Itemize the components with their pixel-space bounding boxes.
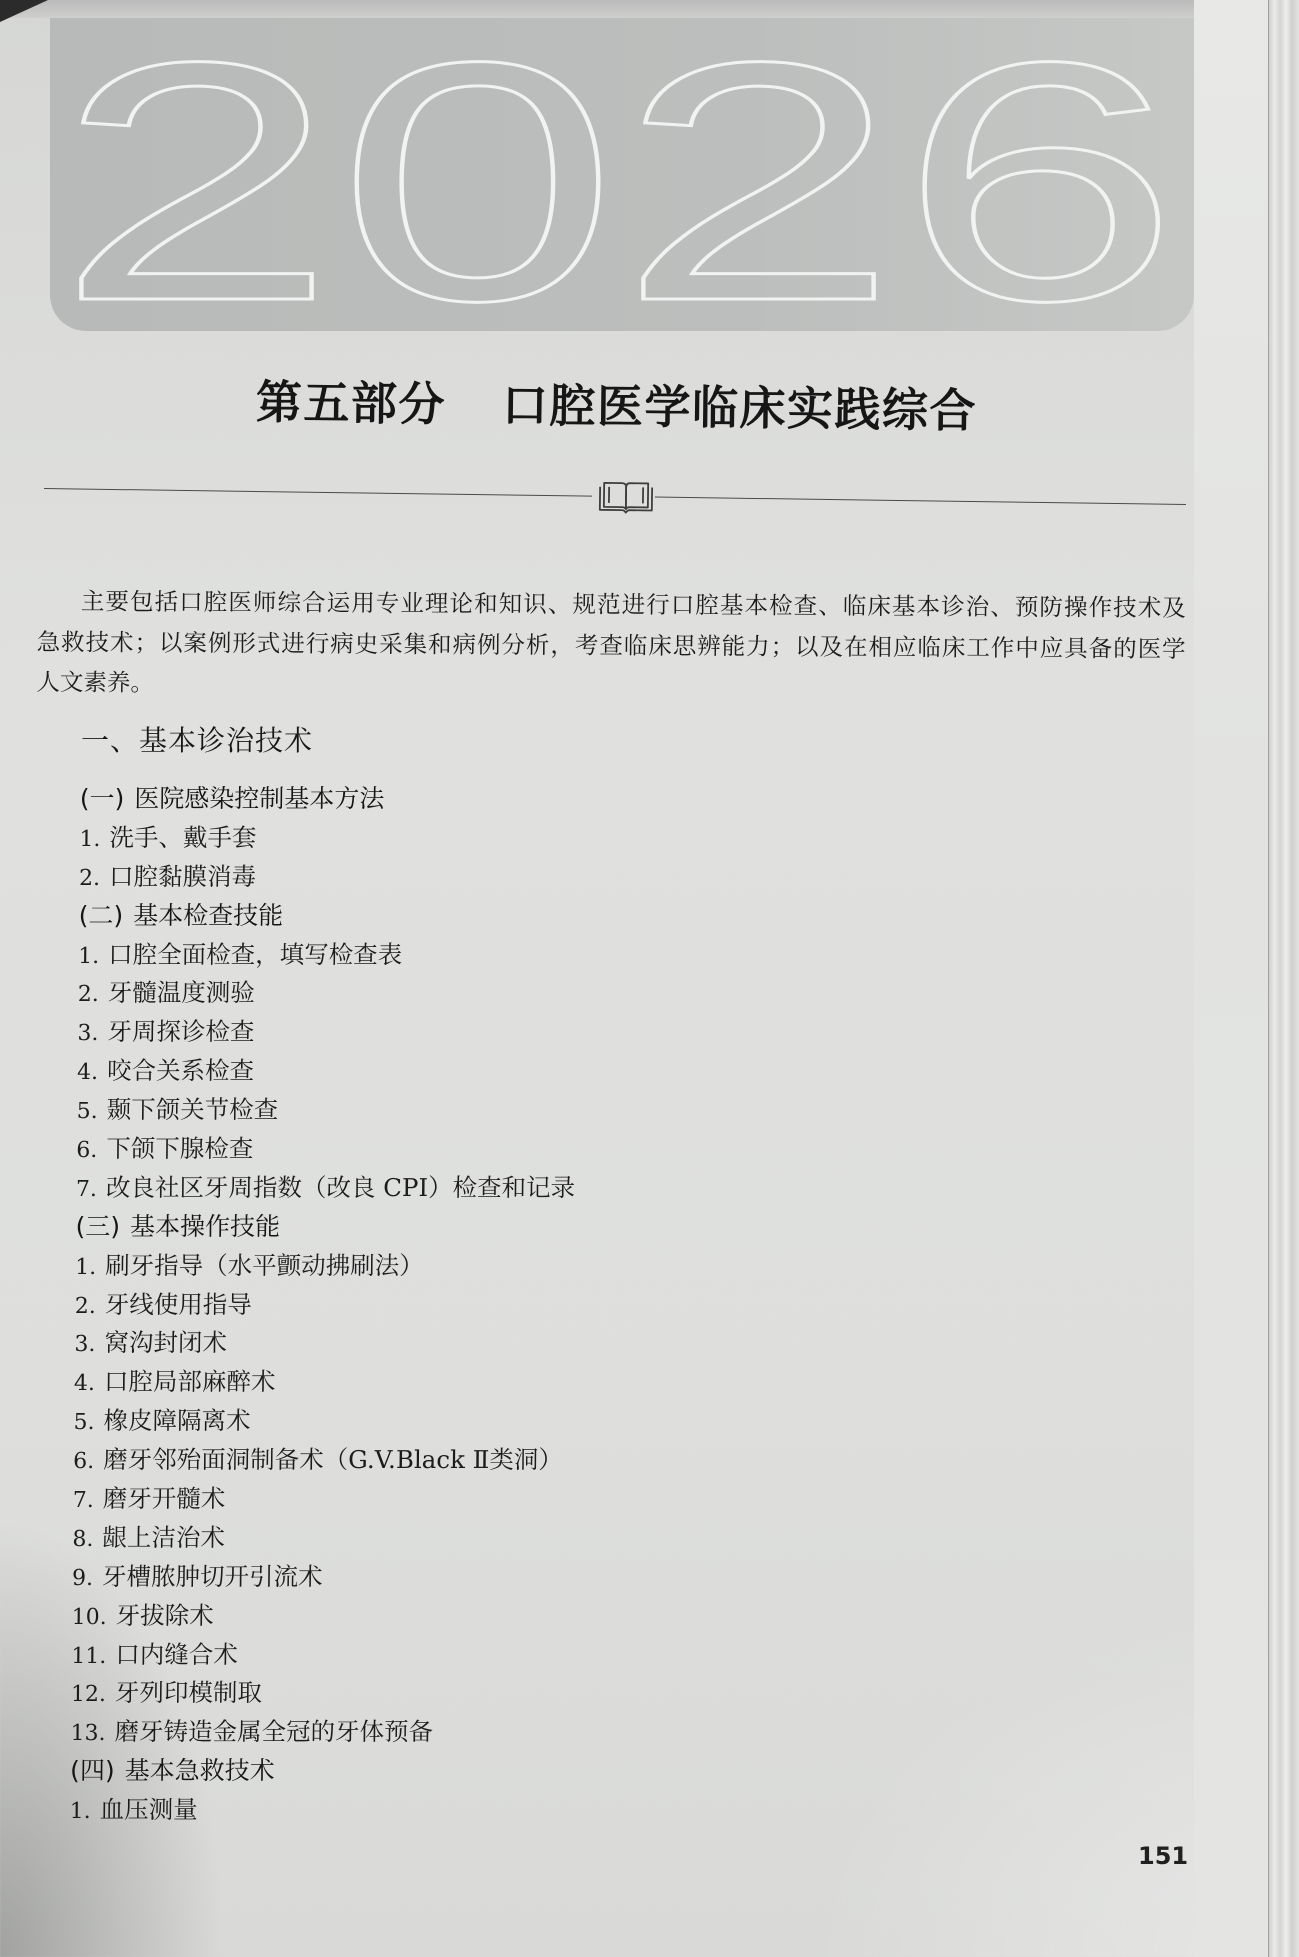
- intro-line: 人文素养。: [36, 667, 154, 697]
- item-text: 颞下颌关节检查: [106, 1095, 279, 1125]
- list-item: [76, 1130, 976, 1169]
- item-number: 6.: [73, 1449, 95, 1475]
- item-number: 8.: [72, 1526, 94, 1552]
- item-text: 口腔局部麻醉术: [103, 1367, 276, 1397]
- list-item: [78, 936, 978, 975]
- subsection-marker: (三): [75, 1211, 121, 1241]
- subsection-marker: (二): [78, 900, 124, 930]
- item-text: 磨牙开髓术: [102, 1484, 226, 1514]
- intro-paragraph: [36, 581, 1186, 710]
- book-page-edges: [1268, 0, 1299, 1957]
- item-number: 9.: [71, 1565, 94, 1591]
- item-text: 橡皮障隔离术: [103, 1406, 251, 1436]
- list-item: [73, 1480, 973, 1519]
- list-item: [71, 1674, 971, 1713]
- list-item: [76, 1169, 976, 1208]
- part-name: 口腔医学临床实践综合: [501, 378, 978, 438]
- item-number: 2.: [77, 982, 99, 1008]
- item-text: 下颌下腺检查: [106, 1134, 254, 1164]
- page-right-margin: [1194, 0, 1270, 1957]
- technique-list: [70, 780, 980, 1830]
- list-item: [73, 1441, 973, 1480]
- item-text: 磨牙邻殆面洞制备术（G.V.Black Ⅱ类洞）: [103, 1445, 564, 1475]
- item-number: 4.: [76, 1060, 99, 1086]
- list-item: [71, 1597, 971, 1636]
- item-text: 血压测量: [99, 1795, 198, 1825]
- title-divider: [44, 472, 1186, 522]
- page-number: 151: [1138, 1842, 1189, 1870]
- subsection-heading: [70, 1752, 970, 1791]
- item-number: 6.: [76, 1138, 98, 1164]
- item-text: 牙髓温度测验: [107, 978, 256, 1008]
- page-top-edge: [0, 0, 1270, 18]
- list-item: [79, 819, 979, 858]
- item-text: 咬合关系检查: [106, 1056, 255, 1086]
- list-item: [73, 1402, 973, 1441]
- banner-numerals: [50, 18, 1194, 331]
- item-text: 改良社区牙周指数（改良 CPI）检查和记录: [105, 1172, 576, 1202]
- item-number: 5.: [76, 1099, 98, 1125]
- item-number: 3.: [77, 1021, 99, 1047]
- item-number: 2.: [74, 1293, 96, 1319]
- item-number: 1.: [75, 1254, 97, 1280]
- list-item: [72, 1558, 972, 1597]
- subsection-title: 基本检查技能: [133, 900, 284, 930]
- list-item: [77, 1013, 977, 1052]
- item-text: 口内缝合术: [115, 1639, 238, 1669]
- subsection-heading: [78, 897, 978, 936]
- list-item: [70, 1791, 970, 1830]
- item-text: 磨牙铸造金属全冠的牙体预备: [114, 1717, 434, 1747]
- item-text: 窝沟封闭术: [104, 1328, 228, 1358]
- item-number: 1.: [69, 1799, 91, 1825]
- item-text: 口腔全面检查，填写检查表: [108, 939, 403, 969]
- item-number: 13.: [70, 1721, 106, 1747]
- item-text: 牙线使用指导: [104, 1289, 252, 1319]
- chapter-banner: [50, 18, 1194, 331]
- item-number: 5.: [73, 1410, 95, 1436]
- item-number: 4.: [73, 1371, 96, 1397]
- list-item: [74, 1324, 974, 1363]
- item-number: 12.: [70, 1682, 107, 1708]
- subsection-heading: [75, 1208, 975, 1247]
- item-text: 洗手、戴手套: [109, 822, 257, 852]
- intro-line: 急救技术；以案例形式进行病史采集和病例分析，考查临床思辨能力；以及在相应临床工作中应具备的医学: [36, 627, 1186, 663]
- item-number: 1.: [79, 826, 101, 852]
- item-text: 牙拔除术: [115, 1600, 214, 1630]
- list-item: [77, 1091, 977, 1130]
- item-number: 7.: [72, 1488, 94, 1514]
- list-item: [77, 1052, 977, 1091]
- part-title: [256, 374, 978, 439]
- list-item: [72, 1519, 972, 1558]
- item-number: 10.: [71, 1604, 107, 1630]
- item-text: 刷牙指导（水平颤动拂刷法）: [105, 1250, 424, 1280]
- item-number: 11.: [71, 1643, 107, 1669]
- part-number: 第五部分: [255, 375, 447, 432]
- item-number: 7.: [75, 1176, 98, 1202]
- item-number: 3.: [74, 1332, 96, 1358]
- list-item: [74, 1363, 974, 1402]
- divider-line-right: [655, 497, 1186, 505]
- list-item: [70, 1713, 970, 1752]
- section-heading: 一、基本诊治技术: [81, 724, 314, 757]
- item-text: 牙列印模制取: [114, 1678, 263, 1708]
- intro-line: 主要包括口腔医师综合运用专业理论和知识、规范进行口腔基本检查、临床基本诊治、预防操作技术及: [80, 587, 1186, 623]
- list-item: [78, 974, 978, 1013]
- divider-line-left: [44, 488, 592, 497]
- subsection-title: 基本急救技术: [124, 1756, 275, 1786]
- item-text: 牙周探诊检查: [107, 1017, 255, 1047]
- item-text: 牙槽脓肿切开引流术: [101, 1561, 323, 1591]
- open-book-icon: [597, 480, 655, 515]
- item-number: 2.: [78, 865, 101, 891]
- subsection-title: 医院感染控制基本方法: [134, 784, 385, 813]
- subsection-marker: (一): [79, 784, 125, 813]
- item-text: 口腔黏膜消毒: [108, 861, 257, 891]
- list-item: [79, 858, 979, 897]
- list-item: [75, 1286, 975, 1325]
- list-item: [71, 1636, 971, 1675]
- subsection-marker: (四): [69, 1756, 115, 1786]
- item-text: 龈上洁治术: [102, 1522, 226, 1552]
- list-item: [75, 1247, 975, 1286]
- banner-year: 2026: [56, 18, 1180, 331]
- subsection-title: 基本操作技能: [129, 1211, 281, 1241]
- item-number: 1.: [78, 943, 100, 969]
- photo-corner: [0, 0, 48, 22]
- subsection-heading: [80, 780, 980, 819]
